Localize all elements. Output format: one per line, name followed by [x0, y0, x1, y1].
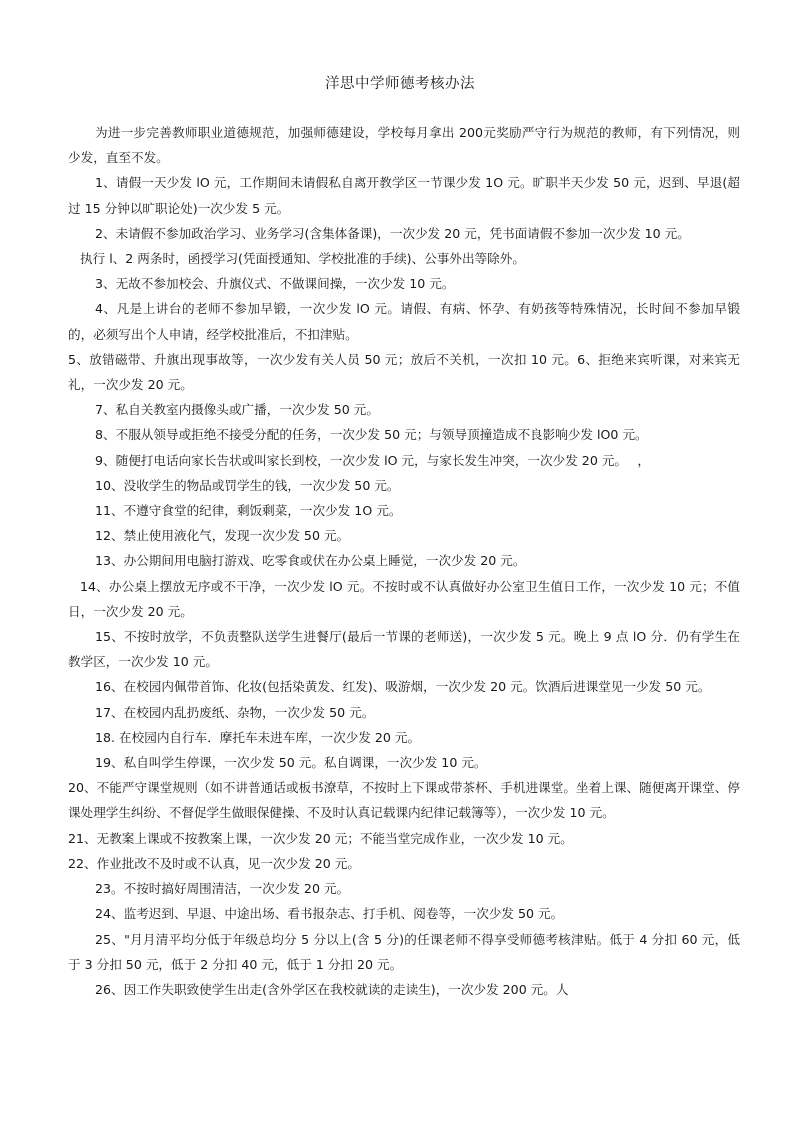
document-paragraph: 10、没收学生的物品或罚学生的钱，一次少发 50 元。 — [95, 477, 400, 493]
document-paragraph: 执行 l、2 两条时，函授学习(凭面授通知、学校批准的手续)、公事外出等除外。 — [80, 251, 525, 267]
document-paragraph: 3、无故不参加校会、升旗仪式、不做课间操，一次少发 10 元。 — [95, 276, 455, 292]
document-paragraph: 7、私自关教室内摄像头或广播，一次少发 50 元。 — [95, 402, 379, 418]
document-paragraph: 8、不服从领导或拒绝不接受分配的任务，一次少发 50 元；与领导顶撞造成不良影响少发 lO0 元。 — [95, 427, 648, 443]
document-paragraph: 14、办公桌上摆放无序或不干净，一次少发 lO 元。不按时或不认真做好办公室卫生值日工作，一次少发 10 元；不值日，一次少发 20 元。 — [68, 578, 740, 619]
document-paragraph: 21、无教案上课或不按教案上课，一次少发 20 元；不能当堂完成作业，一次少发 10 元。 — [68, 830, 573, 846]
document-paragraph: 17、在校园内乱扔废纸、杂物，一次少发 50 元。 — [95, 704, 375, 720]
document-paragraph: 2、未请假不参加政治学习、业务学习(含集体备课)，一次少发 20 元，凭书面请假不参加一次少发 10 元。 — [95, 225, 690, 241]
document-paragraph: 12、禁止使用液化气，发现一次少发 50 元。 — [95, 528, 350, 544]
document-paragraph: 1、请假一天少发 lO 元，工作期间未请假私自离开教学区一节课少发 1O 元。旷职半天少发 50 元，迟到、早退(超过 15 分钟以旷职论处)一次少发 5 元。 — [68, 175, 740, 216]
document-title: 洋思中学师德考核办法 — [325, 76, 475, 92]
document-paragraph: 11、不遵守食堂的纪律，剩饭剩菜，一次少发 1O 元。 — [95, 503, 402, 519]
document-paragraph: 23。不按时搞好周围清洁，一次少发 20 元。 — [95, 881, 350, 897]
document-paragraph: 4、凡是上讲台的老师不参加早锻，一次少发 lO 元。请假、有病、怀孕、有奶孩等特殊情况，长时间不参加早锻的，必须写出个人申请，经学校批准后，不扣津贴。 — [68, 301, 740, 342]
document-paragraph: 19、私自叫学生停课，一次少发 50 元。私自调课，一次少发 10 元。 — [95, 755, 487, 771]
document-paragraph: 24、监考迟到、早退、中途出场、看书报杂志、打手机、阅卷等，一次少发 50 元。 — [95, 906, 564, 922]
document-paragraph: 22、作业批改不及时或不认真，见一次少发 20 元。 — [68, 855, 360, 871]
document-paragraph: 20、不能严守课堂规则（如不讲普通话或板书潦草，不按时上下课或带茶杯、手机进课堂。坐着上课、随便离开课堂、停课处理学生纠纷、不督促学生做眼保健操、不及时认真记载课内纪律记载簿等），一次少发 10 元。 — [68, 780, 740, 821]
document-paragraph: 9、随便打电话向家长告状或叫家长到校，一次少发 lO 元，与家长发生冲突，一次少发 20 元。 ， — [95, 452, 650, 468]
document-paragraph: 25、"月月清平均分低于年级总均分 5 分以上(含 5 分)的任课老师不得享受师德考核津贴。低于 4 分扣 60 元，低于 3 分扣 50 元，低于 2 分扣 40 元，低于 1 分扣 20 元。 — [68, 931, 740, 972]
document-paragraph: 13、办公期间用电脑打游戏、吃零食或伏在办公桌上睡觉，一次少发 20 元。 — [95, 553, 526, 569]
document-body — [68, 120, 740, 1002]
document-paragraph: 15、不按时放学，不负责整队送学生进餐厅(最后一节课的老师送)，一次少发 5 元。晚上 9 点 lO 分．仍有学生在教学区，一次少发 10 元。 — [68, 629, 740, 670]
document-paragraph: 16、在校园内佩带首饰、化妆(包括染黄发、红发)、吸游烟，一次少发 20 元。饮酒后进课堂见一少发 50 元。 — [95, 679, 711, 695]
document-paragraph: 5、放错磁带、升旗出现事故等，一次少发有关人员 50 元；放后不关机，一次扣 10 元。6、拒绝来宾听课，对来宾无礼，一次少发 20 元。 — [68, 351, 740, 393]
document-paragraph: 26、因工作失职致使学生出走(含外学区在我校就读的走读生)，一次少发 200 元。人 — [95, 981, 569, 997]
document-paragraph: 为进一步完善教师职业道德规范，加强师德建设，学校每月拿出 200元奖励严守行为规范的教师，有下列情况，则少发，直至不发。 — [68, 125, 740, 166]
document-paragraph: 18. 在校园内自行车．摩托车未进车库，一次少发 20 元。 — [95, 729, 421, 745]
